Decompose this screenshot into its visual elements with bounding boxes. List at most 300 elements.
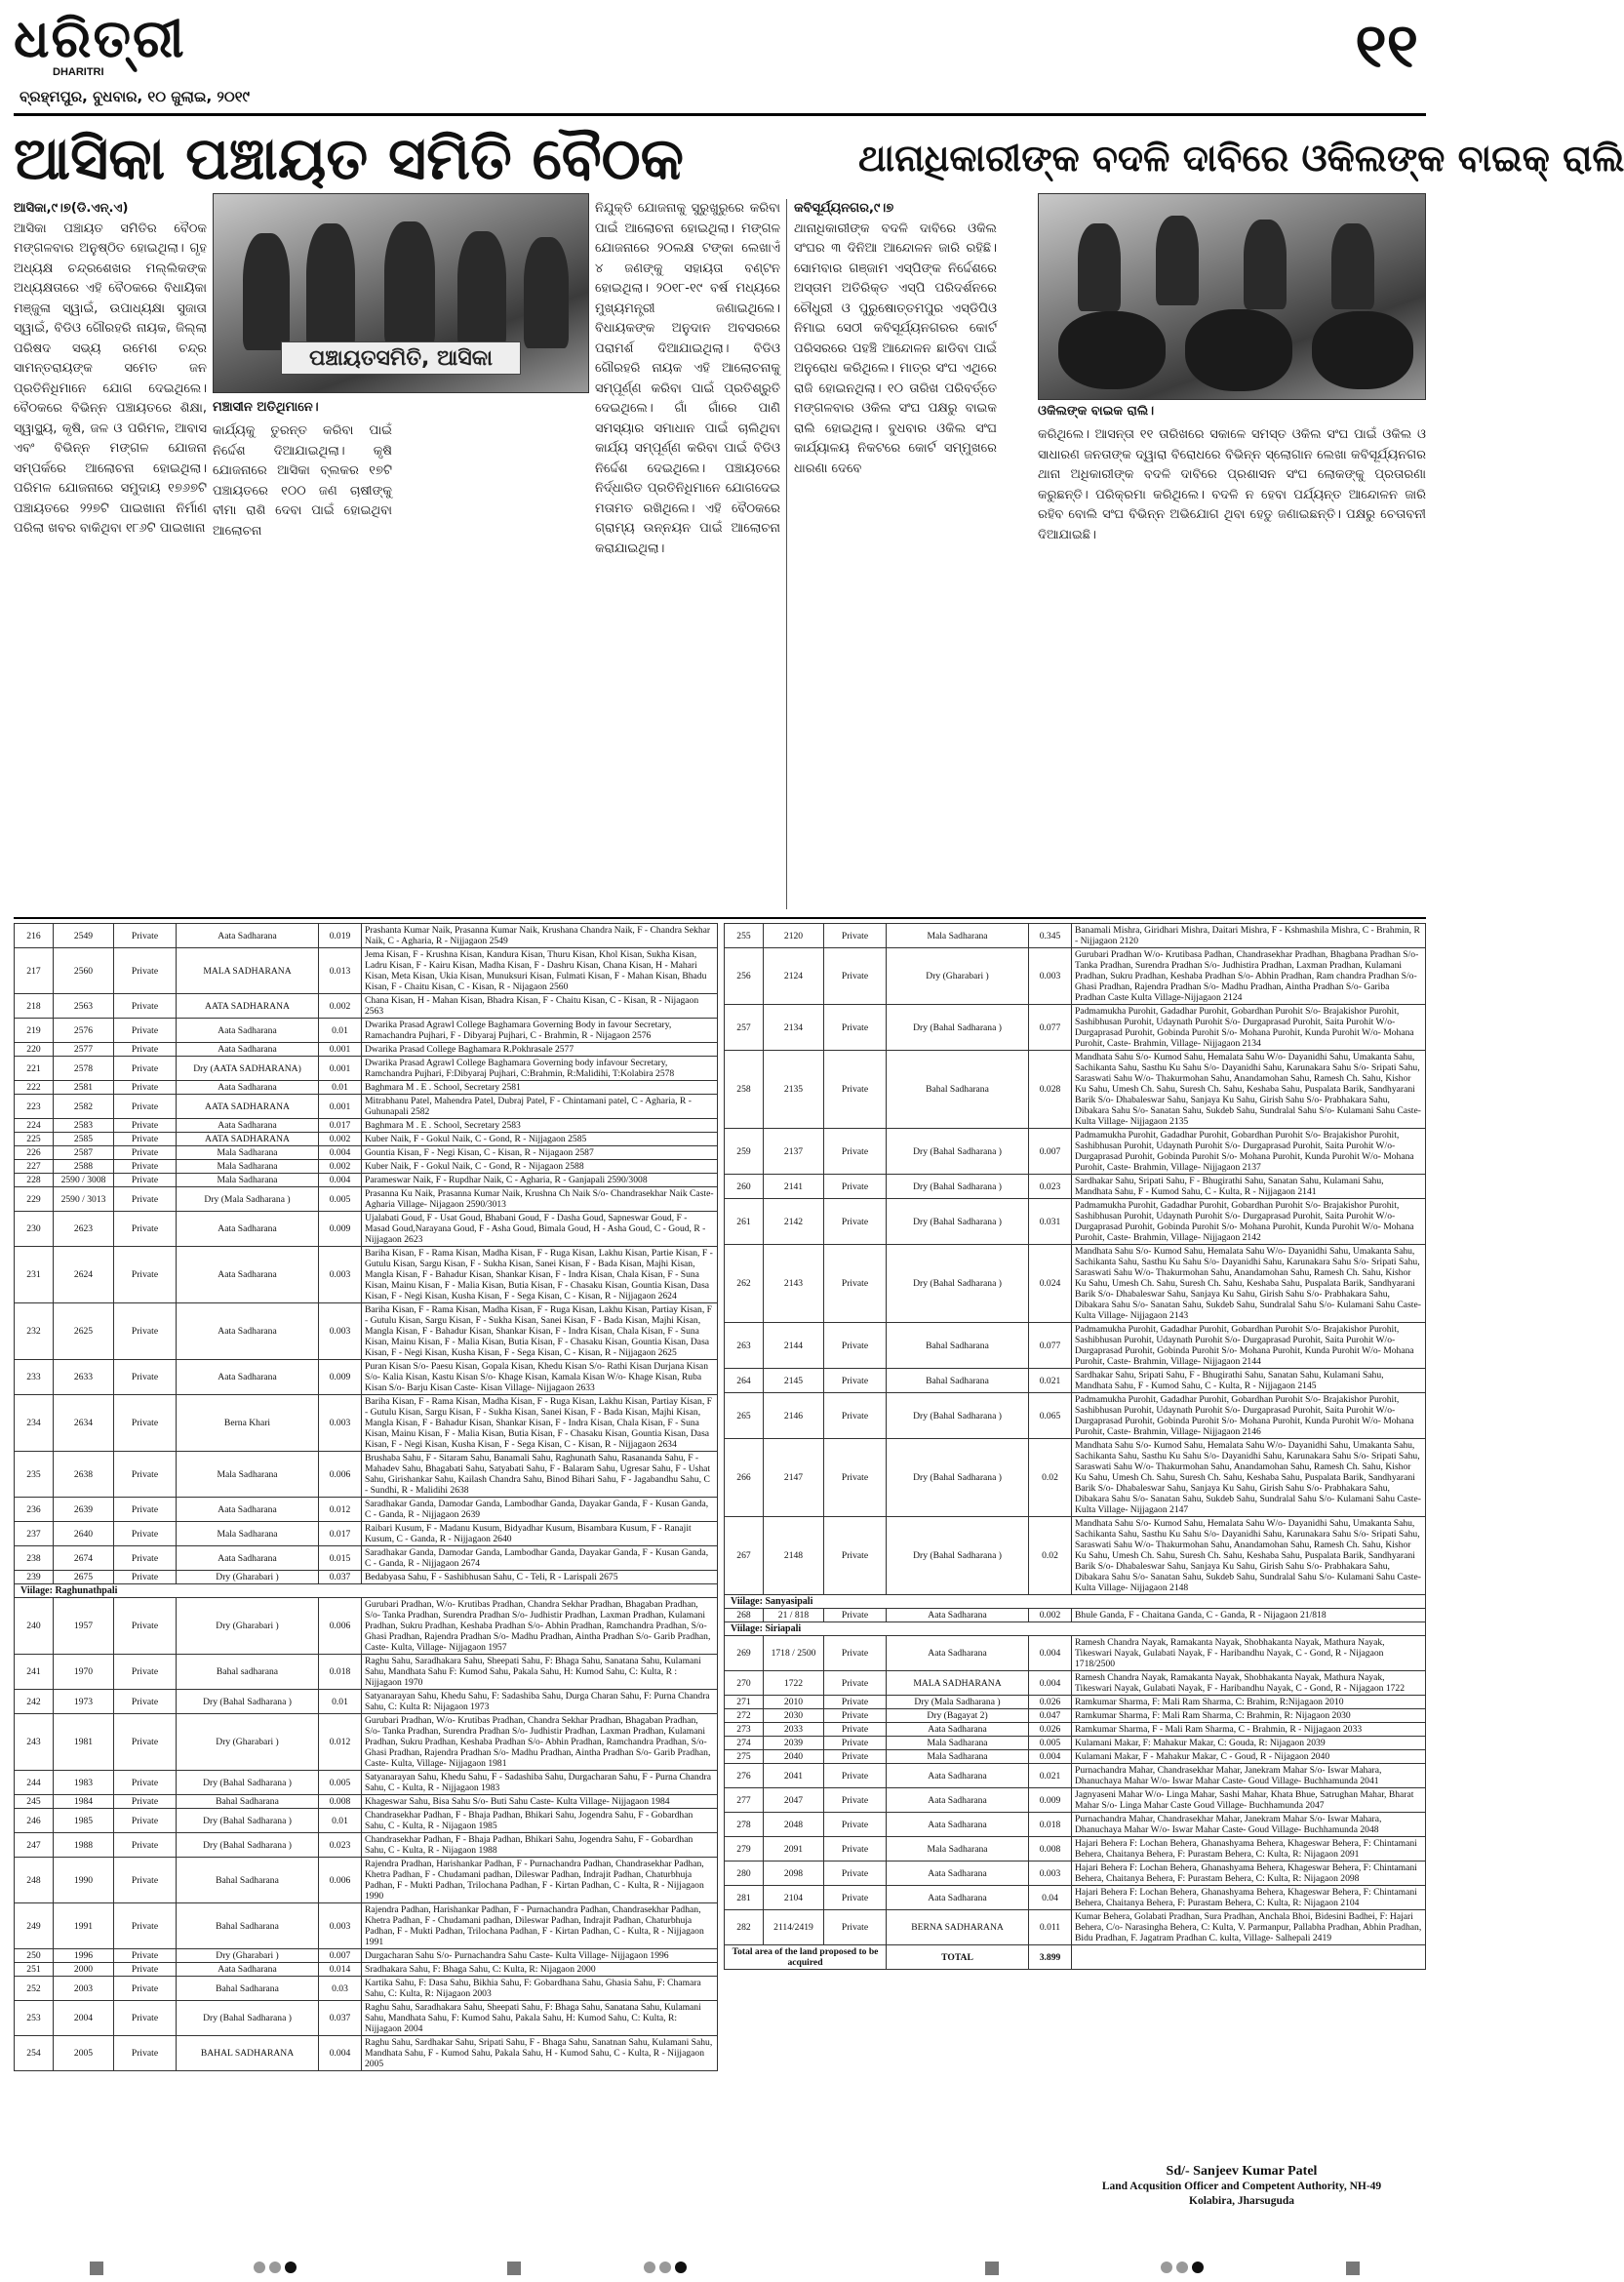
owner-cell: Jema Kisan, F - Krushna Kisan, Kandura Kisan, Thuru Kisan, Khol Kisan, Sukha Kisan, Ladru Kisan, F - Kairu Kisan, Madha Kisan, F - Dashru Kisan, Chana Kisan, H - Mahari Kisan, Meta Kisan, Ukia Kisan, Munuksuri Kisan, Fulmati Kisan, F - Mahan Kisan, Bhadu Kisan, F - Chaitu Kisan, C - Kisan, R - Nijagaon 2560 (362, 948, 718, 994)
owner-cell: Mandhata Sahu S/o- Kumod Sahu, Hemalata Sahu W/o- Dayanidhi Sahu, Umakanta Sahu, Sachikanta Sahu, Sasthu Ku Sahu S/o- Dayanidhi Sahu, Karunakara Sahu S/o- Sripati Sahu, Saraswati Sahu W/o- Thakurmohan Sahu, Anandamohan Sahu, Ramesh Ch. Sahu, Kishor Ku Sahu, Umesh Ch. Sahu, Suresh Ch. Sahu, Keshaba Sahu, Puspalata Barik, Sandhyarani Barik S/o- Dhabaleswar Sahu, Sanjaya Ku Sahu, Girish Sahu S/o- Prabhakara Sahu, Dibakara Sahu S/o- Sanatan Sahu, Sukdeb Sahu, Sundralal Sahu S/o- Kulamani Sahu Caste- Kulta Village- Nijjagaon 2135 (1072, 1051, 1426, 1129)
owner-cell: Padmamukha Purohit, Gadadhar Purohit, Gobardhan Purohit S/o- Brajakishor Purohit, Sashibhusan Purohit, Udaynath Purohit S/o- Durgaprasad Purohit, Saita Purohit W/o- Durgaprasad Purohit, Gobinda Purohit S/o- Mohana Purohit, Kunda Purohit W/o- Mohana Purohit, Caste- Brahmin, Village- Nijjagaon 2134 (1072, 1005, 1426, 1051)
serial-cell: 281 (725, 1886, 764, 1910)
land-class-cell: Dry (Bahal Sadharana ) (887, 1175, 1029, 1199)
plot-cell: 2104 (764, 1886, 824, 1910)
plot-cell: 2624 (54, 1247, 114, 1303)
area-cell: 0.017 (319, 1522, 362, 1546)
area-cell: 0.013 (319, 948, 362, 994)
land-class-cell: Dry (Gharabari ) (177, 1571, 319, 1584)
land-class-cell: Aata Sadharana (177, 1360, 319, 1395)
table-row (15, 2001, 718, 2036)
plot-cell: 2674 (54, 1546, 114, 1571)
plot-cell: 2581 (54, 1081, 114, 1095)
area-cell: 0.018 (319, 1655, 362, 1690)
kisam-cell: Private (114, 1187, 177, 1212)
serial-cell: 258 (725, 1051, 764, 1129)
kisam-cell: Private (114, 1690, 177, 1714)
kisam-cell: Private (824, 1709, 887, 1723)
plot-cell: 1973 (54, 1690, 114, 1714)
kisam-cell: Private (824, 1439, 887, 1517)
owner-cell: Mitrabhanu Patel, Mahendra Patel, Dubraj Patel, F - Chintamani patel, C - Agharia, R - Guhunapali 2582 (362, 1095, 718, 1119)
serial-cell: 243 (15, 1714, 54, 1771)
table-row (15, 1598, 718, 1655)
owner-cell: Mandhata Sahu S/o- Kumod Sahu, Hemalata Sahu W/o- Dayanidhi Sahu, Umakanta Sahu, Sachikanta Sahu, Sasthu Ku Sahu S/o- Dayanidhi Sahu, Karunakara Sahu S/o- Sripati Sahu, Saraswati Sahu W/o- Thakurmohan Sahu, Anandamohan Sahu, Ramesh Ch. Sahu, Kishor Ku Sahu, Umesh Ch. Sahu, Suresh Ch. Sahu, Keshaba Sahu, Puspalata Barik, Sandhyarani Barik S/o- Dhabaleswar Sahu, Sanjaya Ku Sahu, Girish Sahu S/o- Prabhakara Sahu, Dibakara Sahu S/o- Sanatan Sahu, Sukdeb Sahu, Sundralal Sahu S/o- Kulamani Sahu Caste- Kulta Village- Nijjagaon 2148 (1072, 1517, 1426, 1595)
land-class-cell: Bahal Sadharana (887, 1369, 1029, 1393)
owner-cell: Sradhakara Sahu, F: Bhaga Sahu, C: Kulta, R: Nijagaon 2000 (362, 1963, 718, 1977)
land-class-cell: Dry (Gharabari ) (177, 1714, 319, 1771)
area-cell: 0.003 (319, 1247, 362, 1303)
kisam-cell: Private (824, 1813, 887, 1837)
area-cell: 0.001 (319, 1095, 362, 1119)
serial-cell: 242 (15, 1690, 54, 1714)
serial-cell: 278 (725, 1813, 764, 1837)
area-cell: 0.018 (1029, 1813, 1072, 1837)
owner-cell: Ramesh Chandra Nayak, Ramakanta Nayak, Shobhakanta Nayak, Mathura Nayak, Tikeswari Nayak, Gulabati Nayak, F - Haribandhu Nayak, C - Gond, R - Nijagaon 1722 (1072, 1671, 1426, 1696)
table-row (725, 1199, 1426, 1245)
photo-motorbike (1185, 309, 1292, 391)
owner-cell: Ramkumar Sharma, F - Mali Ram Sharma, C - Brahmin, R - Nijjagaon 2033 (1072, 1723, 1426, 1737)
land-class-cell: Aata Sadharana (177, 1303, 319, 1360)
land-class-cell: Bahal sadharana (177, 1655, 319, 1690)
kisam-cell: Private (114, 948, 177, 994)
kisam-cell: Private (824, 1696, 887, 1709)
land-class-cell: Mala Sadharana (177, 1452, 319, 1498)
plot-cell: 2144 (764, 1323, 824, 1369)
table-row (15, 1095, 718, 1119)
story2-column-1 (794, 199, 997, 909)
owner-cell: Rajendra Padhan, Harishankar Padhan, F - Purnachandra Padhan, Chandrasekhar Padhan, Khetra Padhan, F - Chudamani padhan, Dileswar Padhan, Indrajit Padhan, Chaturbhuja Padhan, F - Mukti Padhan, Trilochana Padhan, F - Kirtan Padhan, C - Kulta, R - Nijjagaon 1991 (362, 1903, 718, 1949)
plot-cell: 2000 (54, 1963, 114, 1977)
area-cell: 0.003 (319, 1303, 362, 1360)
table-row (15, 1133, 718, 1146)
owner-cell: Baghmara M . E . School, Secretary 2581 (362, 1081, 718, 1095)
owner-cell: Satyanarayan Sahu, Khedu Sahu, F - Sadashiba Sahu, Durgacharan Sahu, F - Purna Chandra Sahu, C - Kulta, R - Nijjagaon 1983 (362, 1771, 718, 1795)
table-row (725, 1764, 1426, 1788)
serial-cell: 236 (15, 1498, 54, 1522)
land-class-cell: Mala Sadharana (177, 1174, 319, 1187)
owner-cell: Baghmara M . E . School, Secretary 2583 (362, 1119, 718, 1133)
area-cell: 0.004 (319, 1174, 362, 1187)
story1-photo-caption: ମଞ୍ଚାସୀନ ଅତିଥିମାନେ। (213, 400, 319, 415)
designation: Land Acqusition Officer and Competent Authority, NH-49 (1101, 2181, 1382, 2192)
plot-cell: 2141 (764, 1175, 824, 1199)
serial-cell: 254 (15, 2036, 54, 2071)
land-class-cell: Dry (Bahal Sadharana ) (177, 1690, 319, 1714)
story2-spacer-2 (1038, 421, 1057, 422)
land-class-cell: Aata Sadharana (887, 1764, 1029, 1788)
plot-cell: 2003 (54, 1977, 114, 2001)
village-name: Viilage: Sanyasipali (725, 1595, 1426, 1609)
table-row (725, 1129, 1426, 1175)
serial-cell: 226 (15, 1146, 54, 1160)
plot-cell: 2638 (54, 1452, 114, 1498)
plot-cell: 2625 (54, 1303, 114, 1360)
serial-cell: 240 (15, 1598, 54, 1655)
registration-mark (985, 2262, 999, 2275)
land-class-cell: Bahal Sadharana (177, 1977, 319, 2001)
area-cell: 0.028 (1029, 1051, 1072, 1129)
land-class-cell: Aata Sadharana (887, 1609, 1029, 1622)
area-cell: 0.005 (1029, 1737, 1072, 1750)
plot-cell: 2549 (54, 924, 114, 948)
area-cell: 0.002 (1029, 1609, 1072, 1622)
story2-photo (1038, 193, 1426, 400)
place: Kolabira, Jharsuguda (1189, 2195, 1294, 2207)
land-class-cell: Dry (Bahal Sadharana ) (887, 1129, 1029, 1175)
serial-cell: 276 (725, 1764, 764, 1788)
plot-cell: 2590 / 3008 (54, 1174, 114, 1187)
kisam-cell: Private (114, 1146, 177, 1160)
owner-cell: Sardhakar Sahu, Sripati Sahu, F - Bhugirathi Sahu, Sanatan Sahu, Kulamani Sahu, Mandhata Sahu, F - Kumod Sahu, C - Kulta, R - Nijjagaon 2141 (1072, 1175, 1426, 1199)
serial-cell: 249 (15, 1903, 54, 1949)
serial-cell: 261 (725, 1199, 764, 1245)
area-cell: 0.006 (319, 1452, 362, 1498)
owner-cell: Ramkumar Sharma, F: Mali Ram Sharma, C: Brahim, R:Nijagaon 2010 (1072, 1696, 1426, 1709)
land-class-cell: Dry (Bahal Sadharana ) (887, 1199, 1029, 1245)
land-class-cell: Dry (Mala Sadharana ) (887, 1696, 1029, 1709)
page-number: ୧୧ (1355, 10, 1418, 81)
serial-cell: 228 (15, 1174, 54, 1187)
serial-cell: 262 (725, 1245, 764, 1323)
serial-cell: 265 (725, 1393, 764, 1439)
area-cell: 0.026 (1029, 1696, 1072, 1709)
kisam-cell: Private (824, 1737, 887, 1750)
plot-cell: 2033 (764, 1723, 824, 1737)
owner-cell: Kuber Naik, F - Gokul Naik, C - Gond, R - Nijjagaon 2585 (362, 1133, 718, 1146)
serial-cell: 216 (15, 924, 54, 948)
area-cell: 0.01 (319, 1081, 362, 1095)
table-row (725, 1609, 1426, 1622)
table-row (15, 1057, 718, 1081)
kisam-cell: Private (114, 1522, 177, 1546)
plot-cell: 2091 (764, 1837, 824, 1862)
plot-cell: 1722 (764, 1671, 824, 1696)
total-area-label: Total area of the land proposed to be acquired (725, 1945, 887, 1970)
registration-mark (254, 2262, 297, 2273)
serial-cell: 259 (725, 1129, 764, 1175)
photo-person (1244, 220, 1287, 309)
notice-signature-block (1071, 2164, 1412, 2209)
area-cell: 0.026 (1029, 1723, 1072, 1737)
owner-cell: Dwarika Prasad Agrawl College Baghamara Governing body infavour Secretary, Ramchandra Pujhari, F:Dibyaraj Pujhari, C:Brahmin, R:Malidihi, T:Kolabira 2578 (362, 1057, 718, 1081)
serial-cell: 247 (15, 1833, 54, 1858)
land-class-cell: Aata Sadharana (177, 1498, 319, 1522)
kisam-cell: Private (114, 1133, 177, 1146)
table-row (725, 1709, 1426, 1723)
story1-column-1 (14, 199, 207, 909)
table-row (725, 1671, 1426, 1696)
owner-cell: Kumar Behera, Golabati Pradhan, Sura Pradhan, Anchala Bhoi, Bidesini Badhei, F: Hajari Behera, C/o- Narasingha Behera, C: Kulta, V. Parmanpur, Pallabha Pradhan, Abhin Pradhan, Bidu Pradhan, F. Jagatram Pradhan C. kulta, Village- Salhepali 2419 (1072, 1910, 1426, 1945)
story2-text-1: ଥାନାଧିକାରୀଙ୍କ ବଦଳି ଦାବିରେ ଓକିଲ ସଂଘର ୩ ଦିନିଆ ଆନ୍ଦୋଳନ ଜାରି ରହିଛି। ସୋମବାର ଗଞ୍ଜାମ ଏସ୍ପିଙ୍କ ନିର୍ଦ୍ଦେଶରେ ଅସ୍ତାମ ଅତିରିକ୍ତ ଏସ୍ପି ପରିଦର୍ଶନରେ ଚୌଧୁରୀ ଓ ପୁରୁଷୋତ୍ତମପୁର ଏସ୍ଡିପିଓ ନିମାଇ ସେଠୀ କବିସୂର୍ଯ୍ୟନଗରର କୋର୍ଟ ପରିସରରେ ପହଞ୍ଚି ଆନ୍ଦୋଳନ ଛାଡିବା ପାଇଁ ଅନୁରୋଧ କରିଥିଲେ। ମାତ୍ର ସଂଘ ଏଥିରେ ରାଜି ହୋଇନଥିଲା। ୧୦ ତାରିଖ ପରିବର୍ତ୍ତେ ମଙ୍ଗଳବାର ଓକିଲ ସଂଘ ପକ୍ଷରୁ ବାଇକ ରାଲି ହୋଇଥିଲା। ବୁଧବାର ଓକିଲ ସଂଘ କାର୍ଯ୍ୟାଳୟ ନିକଟରେ କୋର୍ଟ ସମ୍ମୁଖରେ ଧାରଣା ଦେବେ (794, 220, 997, 476)
table-row (725, 948, 1426, 1005)
land-class-cell: Mala Sadharana (177, 1160, 319, 1174)
area-cell: 0.002 (319, 1160, 362, 1174)
kisam-cell: Private (824, 1517, 887, 1595)
masthead (14, 8, 1426, 125)
land-class-cell: Dry (Bahal Sadharana ) (887, 1245, 1029, 1323)
table-row (15, 1146, 718, 1160)
table-row (15, 1949, 718, 1963)
area-cell: 0.014 (319, 1963, 362, 1977)
kisam-cell: Private (114, 1095, 177, 1119)
owner-cell: Raghu Sahu, Saradhakara Sahu, Sheepati Sahu, F: Bhaga Sahu, Sanatana Sahu, Kulamani Sahu, Mandhata Sahu, F: Kumod Sahu, Pakala Sahu, H: Kumod Sahu, C: Kulta, R: Nijjagaon 2004 (362, 2001, 718, 2036)
table-row (15, 1360, 718, 1395)
area-cell: 0.006 (319, 1858, 362, 1903)
kisam-cell: Private (114, 1809, 177, 1833)
plot-cell: 1718 / 2500 (764, 1636, 824, 1671)
owner-cell: Prasanna Ku Naik, Prasanna Kumar Naik, Krushna Ch Naik S/o- Chandrasekhar Naik Caste- Agharia Village- Nijagaon 2590/3013 (362, 1187, 718, 1212)
plot-cell: 2047 (764, 1788, 824, 1813)
land-class-cell: Mala Sadharana (177, 1146, 319, 1160)
owner-cell: Saradhakar Ganda, Damodar Ganda, Lambodhar Ganda, Dayakar Ganda, F - Kusan Ganda, C - Ganda, R - Nijjagaon 2639 (362, 1498, 718, 1522)
table-row (15, 1303, 718, 1360)
land-class-cell: Bahal Sadharana (177, 1858, 319, 1903)
registration-mark (1161, 2262, 1204, 2273)
owner-cell: Sardhakar Sahu, Sripati Sahu, F - Bhugirathi Sahu, Sanatan Sahu, Kulamani Sahu, Mandhata Sahu, F - Kumod Sahu, C - Kulta, R - Nijjagaon 2145 (1072, 1369, 1426, 1393)
plot-cell: 2120 (764, 924, 824, 948)
story2-byline: କବିସୂର୍ଯ୍ୟନଗର,୯।୭ (794, 201, 894, 216)
story2-spacer-3 (1003, 421, 1032, 422)
land-class-cell: Mala Sadharana (887, 924, 1029, 948)
plot-cell: 2114/2419 (764, 1910, 824, 1945)
kisam-cell: Private (114, 1598, 177, 1655)
table-row (15, 1174, 718, 1187)
owner-cell: Padmamukha Purohit, Gadadhar Purohit, Gobardhan Purohit S/o- Brajakishor Purohit, Sashibhusan Purohit, Udaynath Purohit S/o- Durgaprasad Purohit, Saita Purohit W/o- Durgaprasad Purohit, Gobinda Purohit S/o- Mohana Purohit, Kunda Purohit W/o- Mohana Purohit, Caste- Brahmin, Village- Nijjagaon 2146 (1072, 1393, 1426, 1439)
kisam-cell: Private (114, 1395, 177, 1452)
owner-cell: Dwarika Prasad Agrawl College Baghamara Governing Body in favour Secretary, Ramachandra Pujhari, F - Dibyaraj Pujhari, C - Brahmin, R - Nijagaon 2576 (362, 1019, 718, 1043)
owner-cell: Bariha Kisan, F - Rama Kisan, Madha Kisan, F - Ruga Kisan, Lakhu Kisan, Partiay Kisan, F - Gutulu Kisan, Sargu Kisan, F - Sukha Kisan, Sanei Kisan, F - Bada Kisan, Majhi Kisan, Mangla Kisan, F - Bahadur Kisan, Shankar Kisan, F - Indra Kisan, Chala Kisan, F - Suna Kisan, Mainu Kisan, F - Malia Kisan, Butia Kisan, F - Chasaku Kisan, Gountia Kisan, Dasa Kisan, F - Negi Kisan, Kusha Kisan, F - Sega Kisan, C - Kisan, R - Nijjagaon 2625 (362, 1303, 718, 1360)
plot-cell: 1984 (54, 1795, 114, 1809)
owner-cell: Purnachandra Mahar, Chandrasekhar Mahar, Janekram Mahar S/o- Iswar Mahara, Dhanuchaya Mahar W/o- Iswar Mahar Caste- Goud Village- Buchhamunda 2048 (1072, 1813, 1426, 1837)
serial-cell: 224 (15, 1119, 54, 1133)
land-class-cell: Aata Sadharana (887, 1723, 1029, 1737)
area-cell: 0.037 (319, 1571, 362, 1584)
owner-cell: Kulamani Makar, F: Mahakur Makar, C: Gouda, R: Nijagaon 2039 (1072, 1737, 1426, 1750)
land-class-cell: Aata Sadharana (177, 1212, 319, 1247)
owner-cell: Ramesh Chandra Nayak, Ramakanta Nayak, Shobhakanta Nayak, Mathura Nayak, Tikeswari Nayak, Gulabati Nayak, F - Haribandhu Nayak, C - Gond, R - Nijagaon 1718/2500 (1072, 1636, 1426, 1671)
serial-cell: 250 (15, 1949, 54, 1963)
serial-cell: 227 (15, 1160, 54, 1174)
serial-cell: 233 (15, 1360, 54, 1395)
table-row (15, 1043, 718, 1057)
story1-byline: ଆସିକା,୯।୭(ଡି.ଏନ୍.ଏ) (14, 201, 129, 216)
serial-cell: 241 (15, 1655, 54, 1690)
owner-cell: Banamali Mishra, Giridhari Mishra, Daitari Mishra, F - Kshmashila Mishra, C - Brahmin, R - Nijjagaon 2120 (1072, 924, 1426, 948)
owner-cell: Gurubari Pradhan, W/o- Krutibas Pradhan, Chandra Sekhar Pradhan, Bhagaban Pradhan, S/o- Tanka Pradhan, Surendra Pradhan S/o- Judhistir Pradhan, Laxman Pradhan, Kulamani Pradhan, Sukru Pradhan, Keshaba Pradhan S/o- Abhin Pradhan, Ramchandra Pradhan, S/o- Ghasi Pradhan, Rajendra Pradhan S/o- Madhu Pradhan, Aintha Pradhan S/o- Garib Pradhan, Caste- Kulta, Village- Nijjagaon 1981 (362, 1714, 718, 1771)
plot-cell: 2148 (764, 1517, 824, 1595)
serial-cell: 232 (15, 1303, 54, 1360)
plot-cell: 2634 (54, 1395, 114, 1452)
photo-motorbike (1058, 311, 1166, 389)
area-cell: 0.011 (1029, 1910, 1072, 1945)
owner-cell: Kartika Sahu, F: Dasa Sahu, Bikhia Sahu, F: Gobardhana Sahu, Ghasia Sahu, F: Chamara Sahu, C: Kulta, R: Nijagaon 2003 (362, 1977, 718, 2001)
area-cell: 0.005 (319, 1771, 362, 1795)
area-cell: 0.009 (1029, 1788, 1072, 1813)
land-class-cell: Aata Sadharana (177, 1043, 319, 1057)
serial-cell: 246 (15, 1809, 54, 1833)
column-divider (786, 199, 787, 909)
land-class-cell: Aata Sadharana (887, 1813, 1029, 1837)
plot-cell: 2585 (54, 1133, 114, 1146)
story2-photo-caption: ଓକିଲଙ୍କ ବାଇକ ରାଲି। (1038, 404, 1155, 419)
owner-cell: Chandrasekhar Padhan, F - Bhaja Padhan, Bhikari Sahu, Jogendra Sahu, F - Gobardhan Sahu, C - Kulta, R - Nijagaon 1988 (362, 1833, 718, 1858)
area-cell: 0.008 (1029, 1837, 1072, 1862)
owner-cell: Dwarika Prasad College Baghamara R.Pokhrasale 2577 (362, 1043, 718, 1057)
area-cell: 0.015 (319, 1546, 362, 1571)
kisam-cell: Private (824, 1393, 887, 1439)
area-cell: 0.023 (319, 1833, 362, 1858)
table-row (725, 1737, 1426, 1750)
table-row (15, 1903, 718, 1949)
owner-cell: Brushaba Sahu, F - Sitaram Sahu, Banamali Sahu, Raghunath Sahu, Rasananda Sahu, F - Mahadev Sahu, Bhagabati Sahu, Satyabati Sahu, F - Balaram Sahu, Ugresar Sahu, F - Ushat Sahu, Girishankar Sahu, Kailash Chandra Sahu, Binod Bihari Sahu, F - Jagabandhu Sahu, C - Sundhi, R - Malidihi 2638 (362, 1452, 718, 1498)
kisam-cell: Private (114, 1303, 177, 1360)
kisam-cell: Private (114, 1655, 177, 1690)
owner-cell: Hajari Behera F: Lochan Behera, Ghanashyama Behera, Khageswar Behera, F: Chintamani Behera, Chaitanya Behera, F: Purastam Behera, C: Kulta, R: Nijagaon 2104 (1072, 1886, 1426, 1910)
kisam-cell: Private (824, 1245, 887, 1323)
land-class-cell: Dry (Bagayat 2) (887, 1709, 1029, 1723)
kisam-cell: Private (824, 1005, 887, 1051)
area-cell: 0.003 (319, 1395, 362, 1452)
kisam-cell: Private (824, 1671, 887, 1696)
serial-cell: 271 (725, 1696, 764, 1709)
village-header-row (15, 1584, 718, 1598)
kisam-cell: Private (824, 1910, 887, 1945)
plot-cell: 2675 (54, 1571, 114, 1584)
land-class-cell: Aata Sadharana (177, 1081, 319, 1095)
kisam-cell: Private (824, 1369, 887, 1393)
owner-cell: Saradhakar Ganda, Damodar Ganda, Lambodhar Ganda, Dayakar Ganda, F - Kusan Ganda, C - Ganda, R - Nijjagaon 2674 (362, 1546, 718, 1571)
registration-mark (507, 2262, 521, 2275)
serial-cell: 221 (15, 1057, 54, 1081)
land-table-right (724, 923, 1426, 1970)
plot-cell: 2582 (54, 1095, 114, 1119)
serial-cell: 234 (15, 1395, 54, 1452)
land-class-cell: Bahal Sadharana (887, 1323, 1029, 1369)
land-class-cell: Bahal Sadharana (177, 1795, 319, 1809)
owner-cell: Kuber Naik, F - Gokul Naik, C - Gond, R - Nijagaon 2588 (362, 1160, 718, 1174)
table-row (15, 1160, 718, 1174)
table-row (725, 1439, 1426, 1517)
table-row (725, 1051, 1426, 1129)
registration-mark (644, 2262, 687, 2273)
photo-person (1331, 223, 1374, 309)
registration-mark (90, 2262, 103, 2275)
owner-cell: Bariha Kisan, F - Rama Kisan, Madha Kisan, F - Ruga Kisan, Lakhu Kisan, Partiay Kisan, F - Gutulu Kisan, Sargu Kisan, F - Sukha Kisan, Sanei Kisan, F - Bada Kisan, Majhi Kisan, Mangla Kisan, F - Bahadur Kisan, Shankar Kisan, F - Indra Kisan, Chala Kisan, F - Suna Kisan, Mainu Kisan, F - Malia Kisan, Butia Kisan, F - Chasaku Kisan, Gountia Kisan, Dasa Kisan, F - Negi Kisan, Kusha Kisan, F - Sega Kisan, C - Kisan, R - Nijjagaon 2634 (362, 1395, 718, 1452)
kisam-cell: Private (824, 1750, 887, 1764)
plot-cell: 2590 / 3013 (54, 1187, 114, 1212)
land-class-cell: Dry (Bahal Sadharana ) (177, 1771, 319, 1795)
area-cell: 0.004 (319, 2036, 362, 2071)
area-cell: 0.007 (319, 1949, 362, 1963)
plot-cell: 2639 (54, 1498, 114, 1522)
kisam-cell: Private (114, 1019, 177, 1043)
village-name: Viilage: Siriapali (725, 1622, 1426, 1636)
owner-cell: Padmamukha Purohit, Gadadhar Purohit, Gobardhan Purohit S/o- Brajakishor Purohit, Sashibhusan Purohit, Udaynath Purohit S/o- Durgaprasad Purohit, Saita Purohit W/o- Durgaprasad Purohit, Gobinda Purohit S/o- Mohana Purohit, Kunda Purohit W/o- Mohana Purohit, Caste- Brahmin, Village- Nijjagaon 2142 (1072, 1199, 1426, 1245)
plot-cell: 2134 (764, 1005, 824, 1051)
serial-cell: 244 (15, 1771, 54, 1795)
land-class-cell: BERNA SADHARANA (887, 1910, 1029, 1945)
plot-cell: 2030 (764, 1709, 824, 1723)
land-class-cell: Mala Sadharana (887, 1750, 1029, 1764)
story1-column-2: କାର୍ଯ୍ୟକୁ ତୁରନ୍ତ କରିବା ପାଇଁ ନିର୍ଦ୍ଦେଶ ଦିଆଯାଇଥିଲା। କୃଷି ଯୋଜନାରେ ଆସିକା ବ୍ଲକର ୧୭ଟି ପଞ୍ଚାୟତରେ ୧୦୦ ଜଣ ଚାଷୀଙ୍କୁ ବୀମା ରାଶି ଦେବା ପାଇଁ ହୋଇଥିବା ଆଲୋଚନା (213, 423, 392, 539)
land-class-cell: Dry (Bahal Sadharana ) (887, 1517, 1029, 1595)
serial-cell: 275 (725, 1750, 764, 1764)
land-class-cell: Aata Sadharana (177, 1963, 319, 1977)
plot-cell: 2578 (54, 1057, 114, 1081)
land-class-cell: Aata Sadharana (177, 1119, 319, 1133)
total-label: TOTAL (887, 1945, 1029, 1970)
area-cell: 0.021 (1029, 1764, 1072, 1788)
owner-cell: Chana Kisan, H - Mahan Kisan, Bhadra Kisan, F - Chaitu Kisan, C - Kisan, R - Nijagaon 2563 (362, 994, 718, 1019)
serial-cell: 277 (725, 1788, 764, 1813)
owner-cell: Mandhata Sahu S/o- Kumod Sahu, Hemalata Sahu W/o- Dayanidhi Sahu, Umakanta Sahu, Sachikanta Sahu, Sasthu Ku Sahu S/o- Dayanidhi Sahu, Karunakara Sahu S/o- Sripati Sahu, Saraswati Sahu W/o- Thakurmohan Sahu, Anandamohan Sahu, Ramesh Ch. Sahu, Kishor Ku Sahu, Umesh Ch. Sahu, Suresh Ch. Sahu, Keshaba Sahu, Puspalata Barik, Sandhyarani Barik S/o- Dhabaleswar Sahu, Sanjaya Ku Sahu, Girish Sahu S/o- Prabhakara Sahu, Dibakara Sahu S/o- Sanatan Sahu, Sukdeb Sahu, Sundralal Sahu S/o- Kulamani Sahu Caste- Kulta Village- Nijjagaon 2143 (1072, 1245, 1426, 1323)
kisam-cell: Private (114, 1546, 177, 1571)
area-cell: 0.01 (319, 1690, 362, 1714)
owner-cell: Jagnyaseni Mahar W/o- Linga Mahar, Sashi Mahar, Khata Bhue, Satrughan Mahar, Bharat Mahar S/o- Linga Mahar Caste Goud Village- Buchhamunda 2047 (1072, 1788, 1426, 1813)
serial-cell: 268 (725, 1609, 764, 1622)
plot-cell: 1996 (54, 1949, 114, 1963)
table-row (15, 1655, 718, 1690)
owner-cell: Raghu Sahu, Sardhakar Sahu, Sripati Sahu, F - Bhaga Sahu, Sanatnan Sahu, Kulamani Sahu, Mandhata Sahu, F - Kumod Sahu, Pakala Sahu, H - Kumod Sahu, C - Kulta, R - Nijjagaon 2005 (362, 2036, 718, 2071)
land-class-cell: Aata Sadharana (887, 1862, 1029, 1886)
land-class-cell: Dry (Mala Sadharana ) (177, 1187, 319, 1212)
plot-cell: 2145 (764, 1369, 824, 1393)
plot-cell: 2587 (54, 1146, 114, 1160)
village-header-row (725, 1595, 1426, 1609)
owner-cell: Parameswar Naik, F - Rupdhar Naik, C - Agharia, R - Ganjapali 2590/3008 (362, 1174, 718, 1187)
serial-cell: 248 (15, 1858, 54, 1903)
serial-cell: 231 (15, 1247, 54, 1303)
area-cell: 0.009 (319, 1360, 362, 1395)
land-table-left (14, 923, 718, 2071)
serial-cell: 257 (725, 1005, 764, 1051)
serial-cell: 223 (15, 1095, 54, 1119)
owner-cell: Prashanta Kumar Naik, Prasanna Kumar Naik, Krushana Chandra Naik, F - Chandra Sekhar Naik, C - Agharia, R - Nijjagaon 2549 (362, 924, 718, 948)
serial-cell: 270 (725, 1671, 764, 1696)
photo-person (384, 221, 435, 346)
area-cell: 0.002 (319, 1133, 362, 1146)
land-class-cell: Mala Sadharana (887, 1737, 1029, 1750)
table-row (15, 1714, 718, 1771)
kisam-cell: Private (824, 948, 887, 1005)
plot-cell: 2048 (764, 1813, 824, 1837)
owner-cell: Ramkumar Sharma, F: Mali Ram Sharma, C: Brahmin, R: Nijagaon 2030 (1072, 1709, 1426, 1723)
kisam-cell: Private (114, 994, 177, 1019)
area-cell: 0.019 (319, 924, 362, 948)
kisam-cell: Private (824, 1323, 887, 1369)
owner-cell: Rajendra Pradhan, Harishankar Padhan, F - Purnachandra Padhan, Chandrasekhar Padhan, Khetra Padhan, F - Chudamani padhan, Dileswar Padhan, Indrajit Padhan, Chaturbhuja Padhan, F - Mukti Padhan, Trilochana Padhan, F - Kirtan Padhan, C - Kulta, R - Nijjagaon 1990 (362, 1858, 718, 1903)
area-cell: 0.047 (1029, 1709, 1072, 1723)
kisam-cell: Private (114, 1160, 177, 1174)
serial-cell: 264 (725, 1369, 764, 1393)
table-row (15, 1081, 718, 1095)
area-cell: 0.01 (319, 1019, 362, 1043)
area-cell: 0.002 (319, 994, 362, 1019)
area-cell: 0.031 (1029, 1199, 1072, 1245)
plot-cell: 2010 (764, 1696, 824, 1709)
plot-cell: 2005 (54, 2036, 114, 2071)
story2-headline: ଥାନାଧିକାରୀଙ୍କ ବଦଳି ଦାବିରେ ଓକିଲଙ୍କ ବାଇକ୍ ରାଲି (858, 137, 1624, 180)
serial-cell: 218 (15, 994, 54, 1019)
serial-cell: 222 (15, 1081, 54, 1095)
kisam-cell: Private (114, 1977, 177, 2001)
kisam-cell: Private (824, 1636, 887, 1671)
table-row (15, 1690, 718, 1714)
photo-person (524, 237, 569, 348)
kisam-cell: Private (114, 2036, 177, 2071)
kisam-cell: Private (824, 1723, 887, 1737)
serial-cell: 220 (15, 1043, 54, 1057)
